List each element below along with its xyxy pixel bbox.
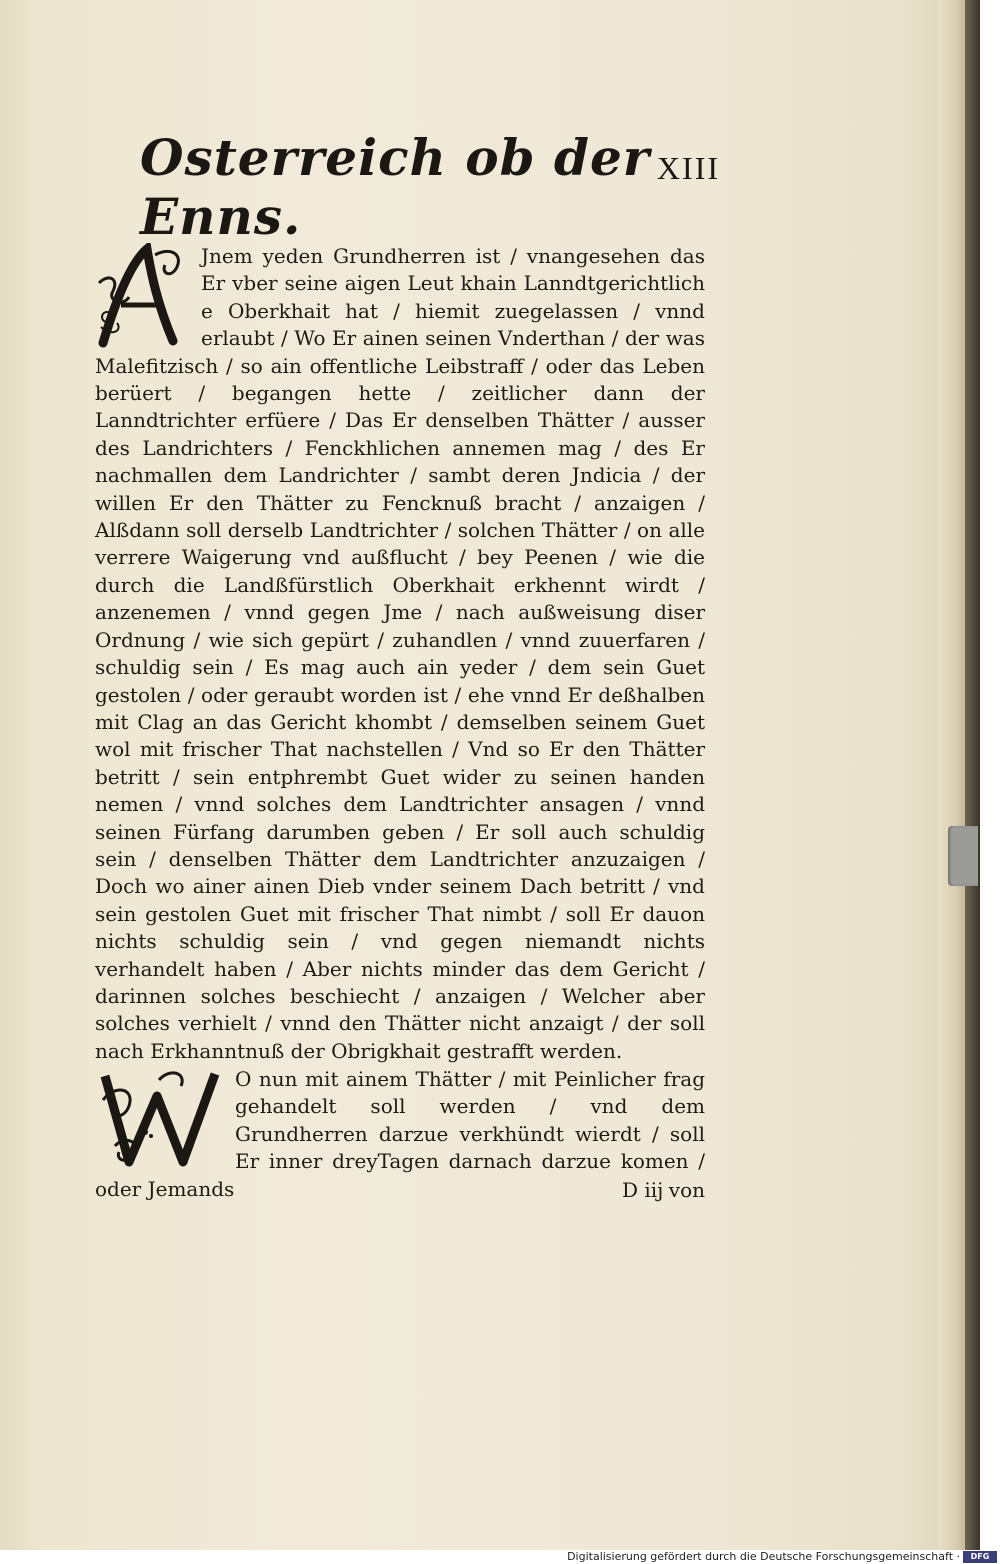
folio-number: XIII xyxy=(656,150,720,186)
header-title: Osterreich ob der Enns. xyxy=(140,128,651,246)
binding-gutter xyxy=(965,0,980,1550)
initial-a-icon xyxy=(95,243,187,349)
running-header xyxy=(130,128,720,246)
funding-credit: Digitalisierung gefördert durch die Deutsche Forschungsgemeinschaft · xyxy=(567,1550,960,1563)
paragraph-1-text: Jnem yeden Grundherren ist / vnangesehen das Er vber seine aigen Leut khain Lanndtgerichtlich e Oberkhait hat / hiemit zuegelassen / vnnd erlaubt / Wo Er ainen seinen Vnderthan / der was Malefitzisch / so ain offentliche Leibstraff / oder das Leben berüert / begangen hette / zeitlicher dann der Lanndtrichter erfüere / Das Er denselben Thätter / ausser des Landrichters / Fenckhlichen annemen mag / des Er nachmallen dem Landrichter / sambt deren Jndicia / der willen Er den Thätter zu Fencknuß bracht / anzaigen / Alßdann soll derselb Landtrichter / solchen Thätter / on alle verrere Waigerung vnd außflucht / bey Peenen / wie die durch die Landßfürstlich Oberkhait erkhennt wirdt / anzenemen / vnnd gegen Jme / nach außweisung diser Ordnung / wie sich gepürt / zuhandlen / vnnd zuuerfaren / schuldig sein / Es mag auch ain yeder / dem sein Guet gestolen / oder geraubt worden ist / ehe vnnd Er deßhalben mit Clag an das Gericht khombt / demselben seinem Guet wol mit frischer That nachstellen / Vnd so Er den Thätter betritt / sein entphrembt Guet wider zu seinen handen nemen / vnnd solches dem Landtrichter ansagen / vnnd seinen Fürfang darumben geben / Er soll auch schuldig sein / denselben Thätter dem Landtrichter anzuzaigen / Doch wo ainer ainen Dieb vnder seinem Dach betritt / vnd sein gestolen Guet mit frischer That nimbt / soll Er dauon nichts schuldig sein / vnd gegen niemandt nichts verhandelt haben / Aber nichts minder das dem Gericht / darinnen solches beschiecht / anzaigen / Welcher aber solches verhielt / vnnd den Thätter nicht anzaigt / der soll nach Erkhanntnuß der Obrigkhait gestrafft werden. xyxy=(95,244,705,1063)
paragraph-1 xyxy=(95,243,705,1065)
dfg-logo-icon: DFG xyxy=(963,1551,997,1563)
page-foot-line xyxy=(95,1178,705,1208)
catchword: von xyxy=(668,1178,705,1202)
signature-mark: D iij xyxy=(622,1178,664,1202)
initial-w-icon xyxy=(95,1066,221,1172)
page-tab-marker xyxy=(948,826,978,886)
decorated-initial-w xyxy=(95,1066,221,1172)
decorated-initial-a xyxy=(95,243,187,349)
paragraph-2-text: O nun mit ainem Thätter / mit Peinlicher frag gehandelt soll werden / vnd dem Grundherren darzue verkhündt wierdt / soll Er inner dreyTagen darnach darzue komen / oder Jemands xyxy=(95,1067,705,1201)
